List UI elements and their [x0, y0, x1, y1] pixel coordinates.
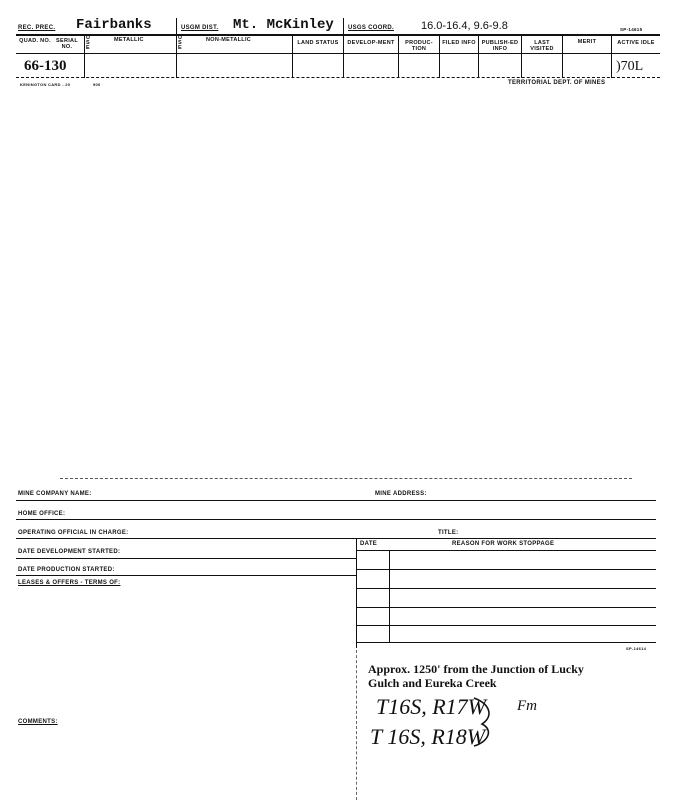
- leases-offers-label: LEASES & OFFERS - TERMS OF:: [18, 580, 121, 586]
- col-production: PRODUC-TION: [405, 40, 433, 52]
- col-use-1: U S E: [86, 35, 91, 51]
- row-bottom-rule: [16, 77, 660, 78]
- form-number-top: SP-14615: [620, 27, 643, 32]
- date-production-started-label: DATE PRODUCTION STARTED:: [18, 567, 115, 573]
- col-filed-info: FILED INFO: [442, 40, 476, 46]
- col-published-info: PUBLISH-ED INFO: [481, 40, 519, 52]
- reason-stoppage-label: REASON FOR WORK STOPPAGE: [452, 541, 555, 547]
- location-note-line-2: Gulch and Eureka Creek: [368, 676, 497, 690]
- col-non-metallic: NON-METALLIC: [206, 37, 252, 43]
- date-column-label: DATE: [360, 541, 378, 547]
- active-idle-value: )70L: [616, 59, 644, 74]
- handwritten-township-1: T16S, R17W: [376, 694, 486, 719]
- card-footer-right: TERRITORIAL DEPT. OF MINES: [508, 80, 606, 86]
- header-rule: [16, 34, 660, 36]
- card-footer-code: 900: [93, 82, 101, 87]
- mine-company-name-label: MINE COMPANY NAME:: [18, 491, 92, 497]
- operating-official-label: OPERATING OFFICIAL IN CHARGE:: [18, 530, 129, 536]
- handwritten-township-2: T 16S, R18W: [370, 724, 486, 749]
- col-quad-no: QUAD. NO.: [19, 38, 51, 44]
- usgs-coord-value: 16.0-16.4, 9.6-9.8: [421, 20, 508, 32]
- col-merit: MERIT: [577, 39, 597, 45]
- card-footer-left: KENINGTON CARD - 20: [20, 82, 71, 87]
- rec-prec-value: Fairbanks: [76, 17, 152, 33]
- handwritten-fm: Fm: [517, 698, 537, 714]
- usgs-coord-label: USGS COORD.: [348, 25, 394, 31]
- column-header-rule: [16, 53, 660, 54]
- location-note-line-1: Approx. 1250' from the Junction of Lucky: [368, 662, 584, 676]
- home-office-label: HOME OFFICE:: [18, 511, 66, 517]
- handwritten-brace-icon: [470, 694, 500, 748]
- quad-serial-value: 66-130: [24, 58, 67, 74]
- rec-prec-label: REC. PREC.: [18, 25, 56, 31]
- form-number-bottom: SP-14614: [626, 646, 647, 651]
- col-active-idle: ACTIVE IDLE: [617, 40, 655, 46]
- col-development: DEVELOP-MENT: [347, 40, 395, 46]
- usgm-dist-label: USGM DIST.: [181, 25, 219, 31]
- col-metallic: METALLIC: [114, 37, 144, 43]
- col-land-status: LAND STATUS: [297, 40, 339, 46]
- title-label: TITLE:: [438, 530, 459, 536]
- usgm-dist-value: Mt. McKinley: [233, 17, 334, 33]
- date-development-started-label: DATE DEVELOPMENT STARTED:: [18, 549, 121, 555]
- mine-address-label: MINE ADDRESS:: [375, 491, 427, 497]
- comments-label: COMMENTS:: [18, 719, 58, 725]
- col-serial-no: SERIAL NO.: [56, 38, 78, 50]
- col-use-2: U S E: [178, 35, 183, 51]
- col-last-visited: LAST VISITED: [530, 40, 554, 52]
